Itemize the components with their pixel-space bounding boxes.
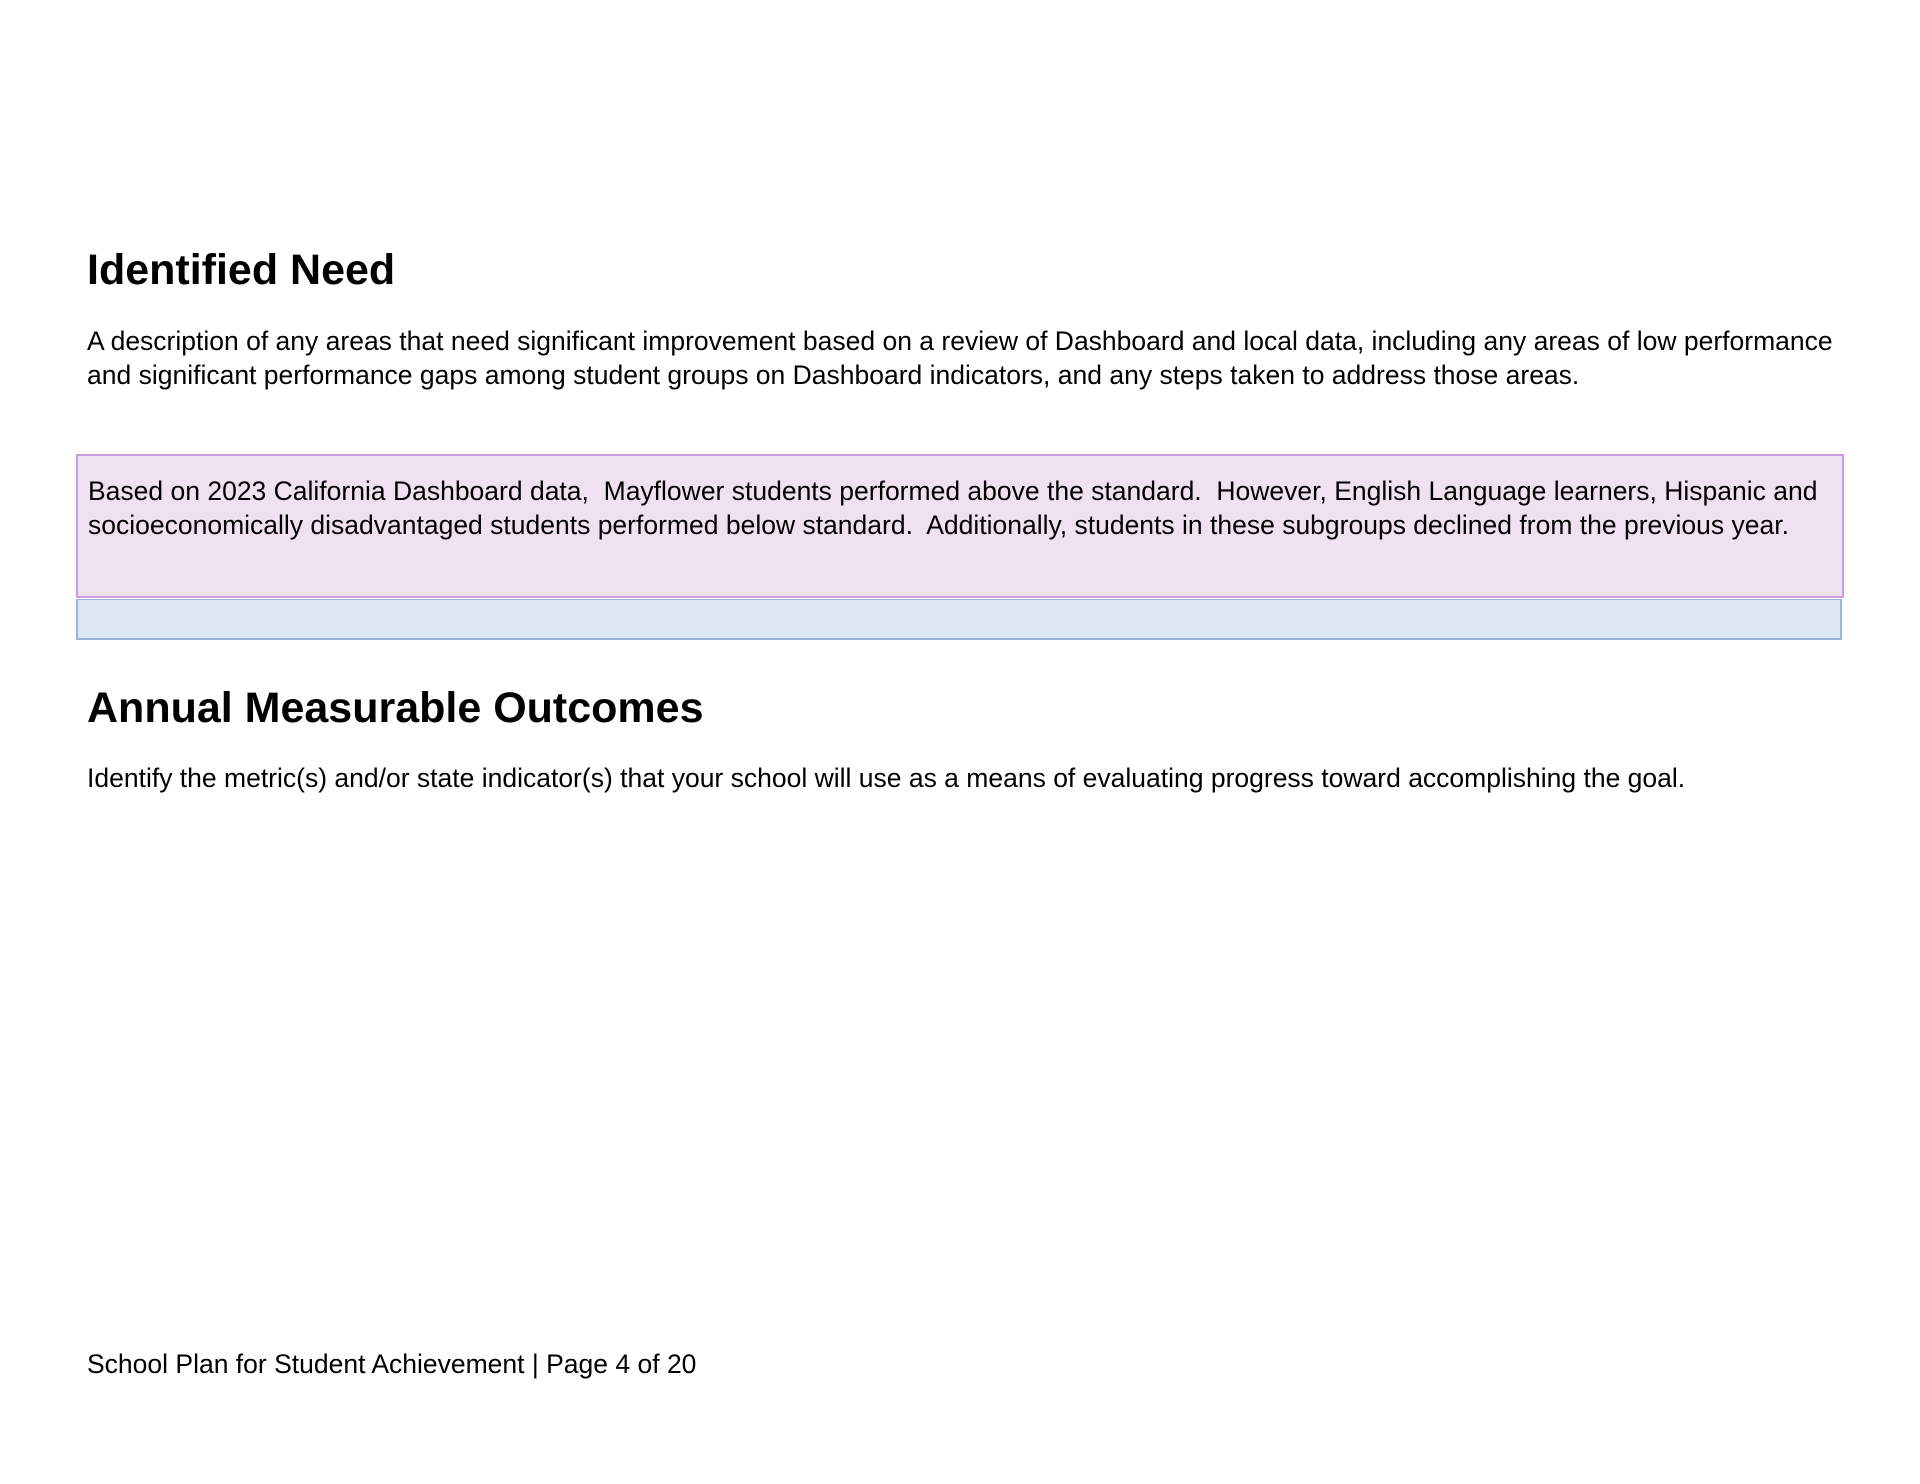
identified-need-description: A description of any areas that need significant improvement based on a review of Dashboard and local data, including any areas of low performance and significant performance gaps among student groups on Dashboard indicators, and any steps taken to address those areas. [87,326,1833,390]
identified-need-response-field[interactable] [76,454,1844,598]
page-footer: School Plan for Student Achievement | Page 4 of 20 [87,1349,697,1379]
identified-need-heading: Identified Need [87,246,396,294]
empty-input-field[interactable] [76,599,1842,640]
identified-need-response-text: Based on 2023 California Dashboard data, Mayflower students performed above the standard. However, English Language learners, Hispanic and socioeconomically disadvantaged students performed below standard. Additionally, students in these subgroups declined from the previous year. [88,476,1825,540]
annual-measurable-outcomes-description: Identify the metric(s) and/or state indicator(s) that your school will use as a means of evaluating progress toward accomplishing the goal. [87,763,1686,793]
annual-measurable-outcomes-heading: Annual Measurable Outcomes [87,684,704,732]
